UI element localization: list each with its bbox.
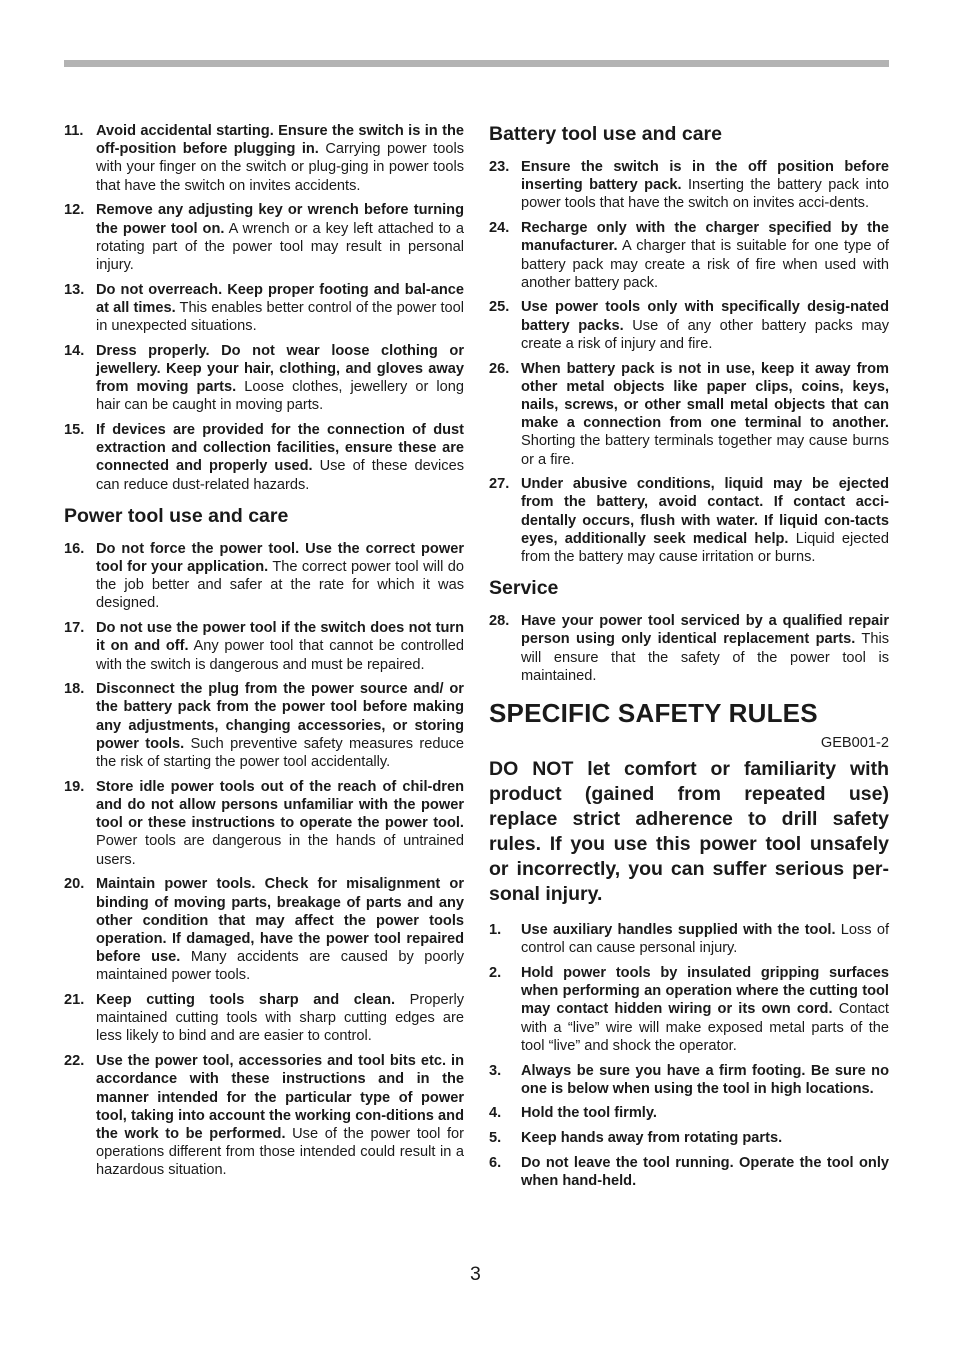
rule-number: 19. [64,778,85,795]
warning-paragraph: DO NOT let comfort or familiarity with product (gained from repeated use) replace strict adherence to drill safety rules. If you use this power tool unsafely or incorrectly, you can suffer serious per-sonal injury. [489,758,889,906]
rule-bold: Disconnect the plug from the power source and/ or the battery pack from the power tool before making any adjustments, changing accessories, or storing power tools. [96,681,464,752]
rule-item [64,540,464,613]
rule-number: 3. [489,1062,502,1079]
rule-item [64,281,464,336]
rule-bold: Keep hands away from rotating parts. [521,1130,783,1147]
rule-text [521,298,889,353]
rule-number: 16. [64,540,85,557]
rule-number: 22. [64,1053,85,1070]
rule-item [489,475,889,566]
rule-bold: Do not leave the tool running. Operate the tool only when hand-held. [521,1154,889,1190]
rule-number: 15. [64,422,85,439]
specific-safety-title: SPECIFIC SAFETY RULES [489,698,818,729]
rule-bold: Keep cutting tools sharp and clean. [96,992,396,1009]
rule-explanation: Loose clothes, jewellery or long hair can be caught in moving parts. [96,379,464,414]
rule-item [489,1062,889,1098]
rule-text [521,1104,889,1122]
rule-bold: Have your power tool serviced by a qualified repair person using only identical replacement parts. [521,613,889,648]
rule-explanation: The correct power tool will do the job better and safer at the rate for which it was designed. [96,559,464,612]
rule-bold: Use the power tool, accessories and tool bits etc. in accordance with these instructions and in the manner intended for the particular type of power tool, taking into account the working con-ditions and the work to be performed. [96,1053,464,1142]
rule-number: 25. [489,299,510,316]
rule-number: 26. [489,360,510,377]
rule-bold: Store idle power tools out of the reach of chil-dren and do not allow persons unfamiliar with the power tool or these instructions to operate the power tool. [96,778,464,832]
rule-number: 6. [489,1154,502,1171]
rule-text [521,612,889,685]
rule-bold: Hold the tool firmly. [521,1105,657,1122]
rule-text [96,342,464,415]
service-rules-list [489,612,889,685]
rule-text [96,778,464,869]
rule-explanation: A charger that is suitable for one type of battery pack may create a risk of fire when used with another battery pack. [521,238,889,291]
rule-number: 14. [64,342,85,359]
rule-item [489,219,889,292]
rule-explanation: Use of any other battery packs may create a risk of injury and fire. [521,317,889,352]
rule-bold: Use power tools only with specifically desig-nated battery packs. [521,299,889,334]
general-rules-list [64,122,464,494]
rule-item [489,1129,889,1147]
rule-bold: Always be sure you have a firm footing. Be sure no one is below when using the tool in high locations. [521,1062,889,1097]
rule-number: 17. [64,620,85,637]
rule-explanation: Contact with a “live” wire will make exposed metal parts of the tool “live” and shock the operator. [521,1001,889,1054]
rule-explanation: Loss of control can cause personal injury. [521,922,889,957]
rule-item [64,421,464,494]
rule-number: 27. [489,476,510,493]
right-column [489,122,889,1197]
rule-number: 18. [64,681,85,698]
rule-number: 1. [489,922,502,939]
rule-text [96,619,464,674]
rule-item [489,921,889,957]
rule-bold: Remove any adjusting key or wrench before turning the power tool on. [96,202,464,237]
rule-item [489,612,889,685]
rule-explanation: Inserting the battery pack into power tools that have the switch on invites acci-dents. [521,177,889,212]
rule-bold: When battery pack is not in use, keep it away from other metal objects like paper clips, coins, keys, nails, screws, or other small metal objects that can make a connection from one terminal to another. [521,360,889,432]
rule-item [64,680,464,771]
rule-item [64,991,464,1046]
rule-explanation: Liquid ejected from the battery may cause irritation or burns. [521,530,889,566]
rule-explanation: Shorting the battery terminals together may cause burns or a fire. [521,433,889,468]
rule-text [521,475,889,566]
rule-item [64,778,464,869]
battery-rules-list [489,158,889,566]
rule-text [521,360,889,469]
rule-bold: Under abusive conditions, liquid may be ejected from the battery, avoid contact. If contact acci-dentally occurs, flush with water. If liquid con-tacts eyes, additionally seek medical help. [521,476,889,547]
rule-bold: Hold power tools by insulated gripping surfaces when performing an operation where the cutting tool may contact hidden wiring or its own cord. [521,964,889,1018]
rule-text [521,1129,889,1147]
rule-item [489,298,889,353]
rule-item [489,964,889,1055]
rule-text [96,201,464,274]
rule-number: 28. [489,613,510,630]
rule-text [96,991,464,1046]
rule-item [64,1052,464,1179]
rule-bold: Ensure the switch is in the off position before inserting battery pack. [521,159,889,194]
rule-text [96,680,464,771]
rule-bold: Do not force the power tool. Use the correct power tool for your application. [96,540,464,576]
page-number: 3 [470,1263,481,1285]
rule-bold: Use auxiliary handles supplied with the tool. [521,922,836,939]
rule-number: 20. [64,876,85,893]
rule-explanation: Properly maintained cutting tools with sharp cutting edges are less likely to bind and are easier to control. [96,992,464,1045]
battery-tool-heading: Battery tool use and care [489,123,722,145]
rule-number: 4. [489,1105,502,1122]
rule-item [64,875,464,984]
rule-text [96,540,464,613]
rule-bold: Do not use the power tool if the switch does not turn it on and off. [96,620,464,655]
rule-item [489,158,889,213]
rule-text [521,921,889,957]
power-tool-heading: Power tool use and care [64,504,289,527]
rule-text [521,1062,889,1098]
rule-explanation: This will ensure that the safety of the power tool is maintained. [521,631,889,684]
rule-text [521,219,889,292]
rule-number: 11. [64,123,84,139]
rule-number: 12. [64,202,85,219]
rule-explanation: Carrying power tools with your finger on the switch or plug-ging in power tools that have the switch on invites accidents. [96,141,465,194]
rule-bold: Maintain power tools. Check for misalignment or binding of moving parts, breakage of parts and any other condition that may affect the power tools operation. If damaged, have the power tool repaired before use. [96,876,464,966]
rule-item [64,122,464,195]
rule-item [489,360,889,469]
rule-explanation: Such preventive safety measures reduce the risk of starting the power tool accidentally. [96,735,464,771]
rule-bold: Avoid accidental starting. Ensure the switch is in the off-position before plugging in. [96,123,464,158]
rule-number: 24. [489,220,510,237]
rule-explanation: Power tools are dangerous in the hands of untrained users. [96,833,464,868]
service-heading: Service [489,577,559,600]
rule-explanation: Use of the power tool for operations different from those intended could result in a hazardous situation. [96,1125,465,1179]
rule-text [96,281,464,336]
rule-number: 13. [64,281,85,298]
rule-item [64,342,464,415]
rule-text [521,964,889,1055]
rule-explanation: Many accidents are caused by poorly maintained power tools. [96,949,464,984]
rule-number: 5. [489,1130,502,1147]
rule-bold: Dress properly. Do not wear loose clothing or jewellery. Keep your hair, clothing, and gloves away from moving parts. [96,342,464,396]
left-column [64,122,464,1186]
rule-number: 21. [64,992,85,1009]
rule-explanation: Use of these devices can reduce dust-related hazards. [96,458,464,493]
rule-item [64,201,464,274]
specific-rules-list [489,921,889,1190]
rule-text [521,158,889,213]
rule-text [96,1052,464,1179]
rule-number: 23. [489,159,510,175]
rule-explanation: Any power tool that cannot be controlled with the switch is dangerous and must be repaired. [96,638,464,673]
power-tool-rules-list [64,540,464,1180]
rule-text [96,122,464,195]
rule-explanation: A wrench or a key left attached to a rotating part of the power tool may result in personal injury. [96,220,464,273]
header-rule [64,60,889,67]
rule-number: 2. [489,964,502,981]
rule-item [489,1154,889,1190]
rule-explanation: This enables better control of the power tool in unexpected situations. [96,299,464,335]
rule-text [96,421,464,494]
rule-bold: Recharge only with the charger specified by the manufacturer. [521,220,889,255]
rule-bold: Do not overreach. Keep proper footing and bal-ance at all times. [96,281,464,316]
document-code: GEB001-2 [820,735,889,752]
rule-item [64,619,464,674]
rule-bold: If devices are provided for the connection of dust extraction and collection facilities, ensure these are connected and properly used. [96,422,464,475]
rule-text [521,1154,889,1190]
rule-item [489,1104,889,1122]
rule-text [96,875,464,984]
